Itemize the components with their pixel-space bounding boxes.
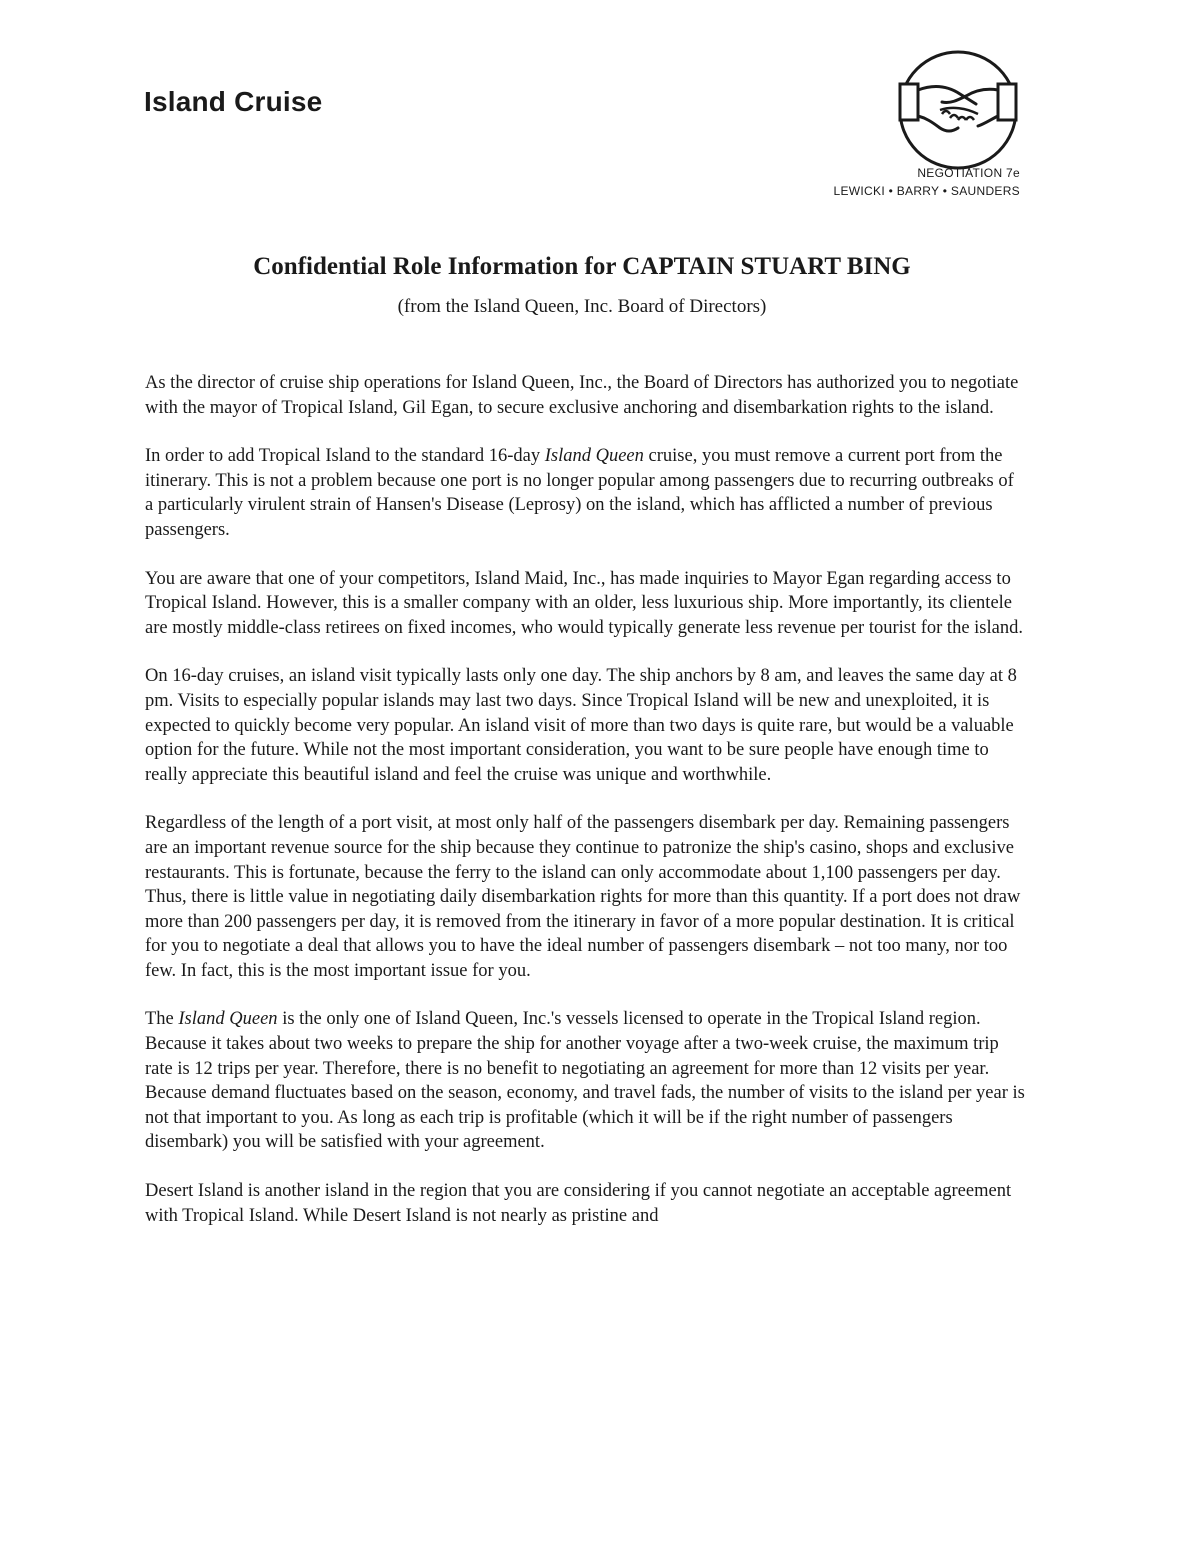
paragraph-6 bbox=[145, 1007, 1025, 1155]
paragraph-2-text-a: In order to add Tropical Island to the standard 16-day bbox=[145, 446, 545, 467]
paragraph-4: On 16-day cruises, an island visit typically lasts only one day. The ship anchors by 8 am, and leaves the same day at 8 pm. Visits to especially popular islands may last two days. Since Tropical Island will be new and unexploited, it is expected to quickly become very popular. An island visit of more than two days is quite rare, but would be a valuable option for the future. While not the most important consideration, you want to be sure people have enough time to really appreciate this beautiful island and feel the cruise was unique and worthwhile. bbox=[145, 666, 1017, 785]
book-info bbox=[834, 164, 1020, 200]
book-edition: NEGOTIATION 7e bbox=[917, 166, 1020, 180]
paragraph-6-text-a: The bbox=[145, 1009, 179, 1030]
role-heading: Confidential Role Information for CAPTAIN STUART BING bbox=[253, 253, 911, 280]
paragraph-3: You are aware that one of your competitors, Island Maid, Inc., has made inquiries to Mayor Egan regarding access to Tropical Island. However, this is a smaller company with an older, less luxurious ship. More importantly, its clientele are mostly middle-class retirees on fixed incomes, who would typically generate less revenue per tourist for the island. bbox=[145, 568, 1023, 638]
role-subheading: (from the Island Queen, Inc. Board of Directors) bbox=[397, 296, 767, 317]
paragraph-6-text-b: is the only one of Island Queen, Inc.'s vessels licensed to operate in the Tropical Island region. Because it takes about two weeks to prepare the ship for another voyage after a two-week cruise, the maximum trip rate is 12 trips per year. Therefore, there is no benefit to negotiating an agreement for more than 12 visits per year. Because demand fluctuates based on the season, economy, and travel fads, the number of visits to the island per year is not that important to you. As long as each trip is profitable (which it will be if the right number of passengers disembark) you will be satisfied with your agreement. bbox=[145, 1009, 1025, 1153]
ship-name: Island Queen bbox=[178, 1009, 278, 1030]
ship-name: Island Queen bbox=[544, 446, 644, 467]
paragraph-2-text-b: cruise, you must remove a current port from the itinerary. This is not a problem because one port is no longer popular among passengers due to recurring outbreaks of a particularly virulent strain of Hansen's Disease (Leprosy) on the island, which has afflicted a number of previous passengers. bbox=[145, 446, 1014, 540]
paragraph-7: Desert Island is another island in the region that you are considering if you cannot negotiate an acceptable agreement with Tropical Island. While Desert Island is not nearly as pristine and bbox=[145, 1181, 1012, 1226]
paragraph-1: As the director of cruise ship operations for Island Queen, Inc., the Board of Directors has authorized you to negotiate with the mayor of Tropical Island, Gil Egan, to secure exclusive anchoring and disembarkation rights to the island. bbox=[145, 373, 1019, 418]
book-authors: LEWICKI • BARRY • SAUNDERS bbox=[833, 184, 1020, 198]
paragraph-2 bbox=[145, 444, 1025, 542]
paragraph-5: Regardless of the length of a port visit, at most only half of the passengers disembark per day. Remaining passengers are an important revenue source for the ship because they continue to patronize the ship's casino, shops and exclusive restaurants. This is fortunate, because the ferry to the island can only accommodate about 1,100 passengers per day. Thus, there is little value in negotiating daily disembarkation rights for more than this quantity. If a port does not draw more than 200 passengers per day, it is removed from the itinerary in favor of a more popular destination. It is critical for you to negotiate a deal that allows you to have the ideal number of passengers disembark – not too many, nor too few. In fact, this is the most important issue for you. bbox=[145, 813, 1021, 981]
document-body bbox=[145, 371, 1025, 1252]
handshake-icon bbox=[896, 48, 1020, 172]
document-title: Island Cruise bbox=[144, 86, 323, 117]
